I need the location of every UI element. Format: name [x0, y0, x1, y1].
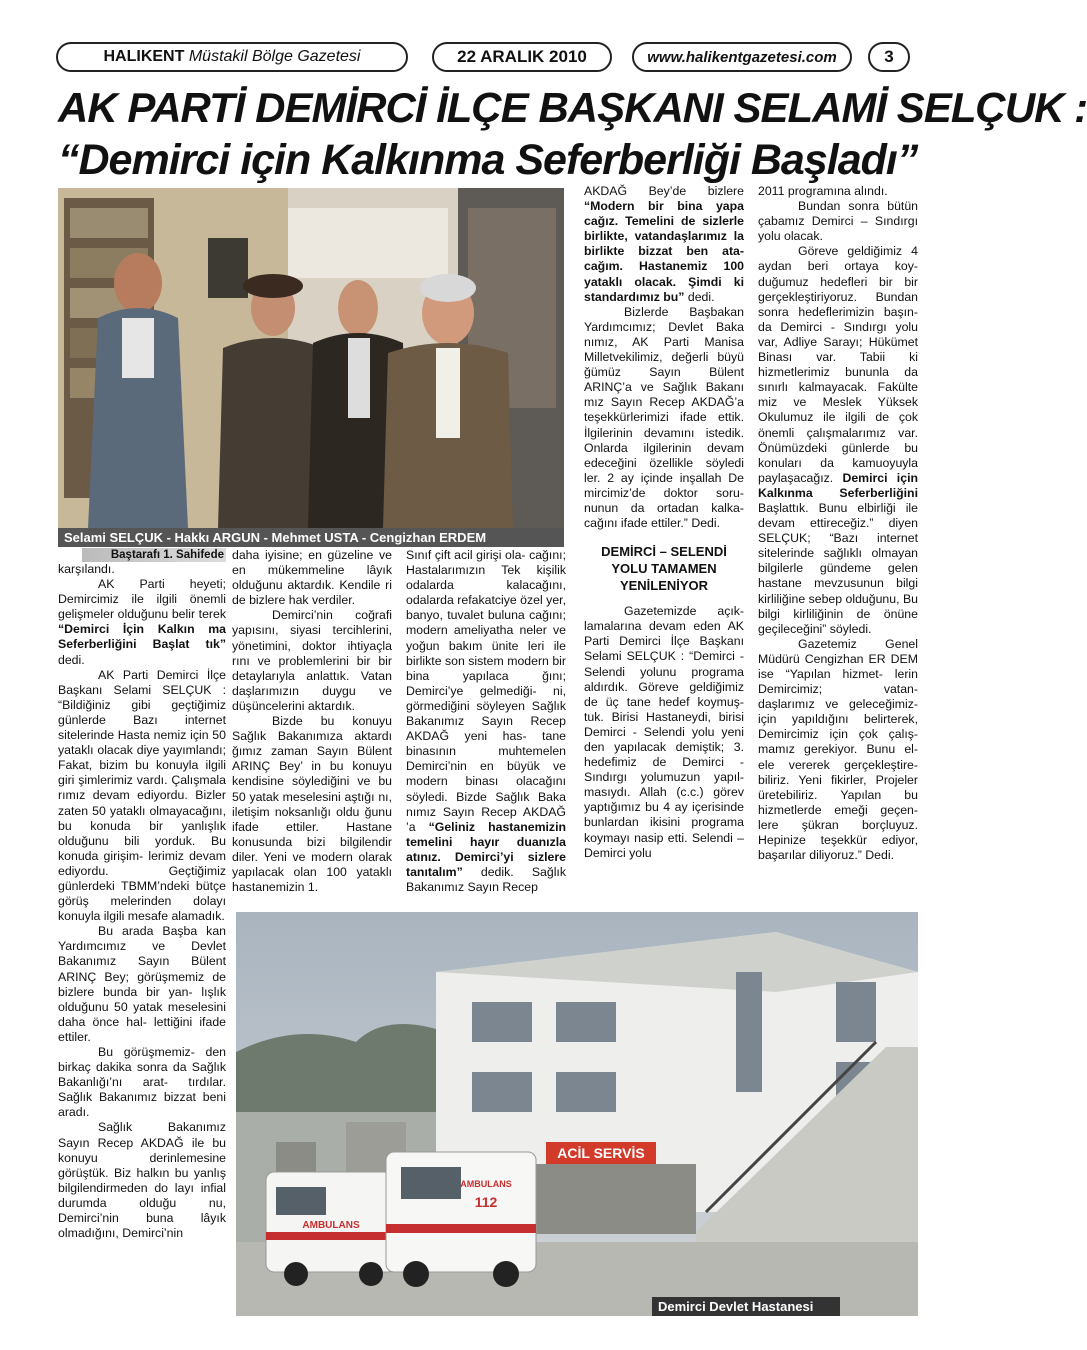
paragraph — [58, 577, 226, 668]
group-photo — [58, 188, 564, 528]
issue-date-text: 22 ARALIK 2010 — [457, 47, 587, 66]
emphasis-phrase: Demirci için Kalkınma Seferberliğini — [758, 470, 918, 500]
paragraph: Bu arada Başba kan Yardımcımız ve Devlet Bakanımız Sayın Bülent ARINÇ Bey; görüşmemiz de bizlere bunda bir yan- lışlık olduğunu 50 yatak meselesini daha önce hal- lettiğini ifade ettiler. — [58, 924, 226, 1044]
emphasis-quote: “Demirci İçin Kalkın ma Seferberliğini Başlat tık” — [58, 622, 226, 652]
paragraph: Sağlık Bakanımız Sayın Recep AKDAĞ ile bu konuyu derinlemesine görüştük. Biz halkın bu yanlış bilgilendirmeden do layı infial durumda olduğu nu, Demirci’nin buna lâyık olmadığını, Demirci’nin — [58, 1120, 226, 1241]
paragraph: Gazetemiz Genel Müdürü Cengizhan ER DEM ise “Yapılan hizmet- lerin Demircimiz; vatan- daşlarımız ve geleceğimiz- için yapıldığını belirterek, Demircimiz için çok çalış- mamız gerekiyor. Bunu el- ele vererek gerçekleştire- biliriz. Yeni fikirler, Projeler üretebiliriz. Yapılan bu hizmetlerde emeği geçen- lere şükran borçluyuz. Hepinize teşekkür ediyor, başarılar diliyoruz.” Dedi. — [758, 636, 918, 863]
paragraph: Bundan sonra bütün çabamız Demirci – Sındırgı yolu olacak. — [758, 199, 918, 244]
ambulance-left — [266, 1172, 396, 1286]
text-run: dedik. Sağlık Bakanımız Sayın Recep — [406, 864, 566, 895]
paragraph: AK Parti Demirci İlçe Başkanı Selami SELÇUK : “Bildiğiniz gibi geçtiğimiz günlerde Bazı internet sitelerinde Hasta nemiz için 50 yataklı olacak diye yayımlandı; Fakat, bizim bu konuyla ilgili giri şimlerimiz vardı. Çalışmala rımız devam ediyordu. Bizler zaten 50 yataklı olmayacağını, bu konuda bir yanlışlık olduğunu bili yorduk. Bu konuda girişim- lerimiz devam ediyordu. Geçtiğimiz günlerdeki TBMM’ndeki bütçe görüş melerinden dolayı konuyla ilgili mesafe alamadık. — [58, 667, 226, 924]
text-run: dedi. — [684, 289, 715, 304]
paragraph: 2011 programına alındı. — [758, 184, 888, 198]
article-column-3 — [406, 548, 566, 895]
article-column-1 — [58, 548, 226, 1241]
hospital-photo — [236, 912, 918, 1316]
paragraph: daha iyisine; en güzeline ve en mükemmeline lâyık olduğunu aktardık. Kendile ri de bizlere hak verdiler. — [232, 548, 392, 608]
text-run: AKDAĞ Bey’de bizlere — [584, 184, 744, 198]
headline-line-1: AK PARTİ DEMİRCİ İLÇE BAŞKANI SELAMİ SELÇUK : — [58, 84, 1087, 131]
text-run: Sınıf çift acil girişi ola- cağını; Hastalarımızın Tek kişilik odalarda kalacağını, odalarda refakatciye özel yer, banyo, tuvalet buluna cağını; modern ameliyatha neler ve yoğun bakım ünite leri ile birlikte son sistem modern bir bina yapılaca ğını; Demirci’ye gelmediği- ni, görmediğini söyleyen Sağlık Bakanımız Sayın Recep AKDAĞ yeni has- tane binasının muhtemelen Demirci’nin en büyük ve modern binası olacağını söyledi. Bizde Sağlık Baka nımız Sayın Recep AKDAĞ ’a — [406, 548, 566, 834]
paragraph: Demirci’nin coğrafi yapısını, siyasi tercihlerini, yönetimini, doktor ihtiyaçla rını ve problemlerini bir bir detaylarıyla anlattık. Vatan daşlarımızın duygu ve düşüncelerini aktardık. — [232, 608, 392, 713]
ambulance-right — [386, 1152, 536, 1287]
paragraph — [584, 184, 744, 305]
paragraph: Bu görüşmemiz- den birkaç dakika sonra da Sağlık Bakanlığı’nı arat- tırdılar. Sağlık Bakanımız bizzat beni aradı. — [58, 1045, 226, 1120]
emphasis-quote: “Geliniz hastanemizin temelini hayır duanızla atınız. Demirci’yi sizlere tanıtalım” — [406, 819, 566, 879]
website — [632, 42, 852, 72]
hospital-photo-caption: Demirci Devlet Hastanesi — [652, 1297, 840, 1316]
continued-from-label — [82, 548, 226, 562]
text-run: Göreve geldiğimiz 4 aydan beri ortaya koy- duğumuz hedefleri bir bir gerçekleştiriyoruz. Bundan sonra hedeflerimizin başın- da Demirci - Sındırgı yolu var, Adliye Sarayı; Hükümet Binası var. Tabii ki hizmetlerimiz bununla da sınırlı kalmayacak. Fakülte miz ve Meslek Yüksek Okulumuz ile ilgili de çok önemli çalışmalarımız var. Önümüzdeki günlerde bu konuları da kamuoyuyla paylaşacağız. — [758, 244, 918, 485]
paragraph: Gazetemizde açık- lamalarına devam eden AK Parti Demirci İlçe Başkanı Selami SELÇUK : “Demirci - Selendi yolunu programa aldırdık. Göreve geldiğimiz de üç tane hedef koymuş- tuk. Birisi Hastaneydi, birisi Demirci - Selendi yolu yeni den yapılacak demiştik; 3. hedefimiz de Demirci - Sındırgı yolumuzun yapıl- masıydı. Allah (c.c.) görev yaptığımız bu 4 ay içerisinde bunlardan ikisini programa koymayı nasip etti. Selendi – Demirci yolu — [584, 604, 744, 860]
text-run: Başlattık. Bunu elbirliği ile devam ettireceğiz.” diyen SELÇUK; “Bazı internet sitelerinde sağlıklı olmayan bilgilerle gündeme gelen hastane mevzusunun bilgi kirliliğine sebep olduğunu, Bu bilgi kirliliğinin de önüne geçileceğini” söyledi. — [758, 500, 918, 636]
page-number-text: 3 — [884, 47, 894, 66]
website-url: www.halikentgazetesi.com — [647, 48, 837, 66]
emphasis-quote: “Modern bir bina yapa cağız. Temelini de sizlerle birlikte, vatandaşlarımız la birlikte bizzat ben ata- cağım. Hastanemiz 100 yataklı olacak. Şimdi ki standardımız bu” — [584, 199, 744, 304]
section-subheading: DEMİRCİ – SELENDİ YOLU TAMAMEN YENİLENİYOR — [601, 544, 727, 594]
emergency-sign-text: ACİL SERVİS — [557, 1145, 645, 1161]
headline-line-2: “Demirci için Kalkınma Seferberliği Başladı” — [58, 136, 918, 184]
text-run: AK Parti heyeti; Demircimiz ile ilgili önemli gelişmeler olduğunu belir terek — [58, 577, 226, 622]
page-number — [868, 42, 910, 72]
masthead — [56, 42, 408, 72]
ambulance-number: 112 — [474, 1194, 498, 1210]
group-photo-caption: Selami SELÇUK - Hakkı ARGUN - Mehmet USTA - Cengizhan ERDEM — [58, 528, 564, 547]
paragraph: Bizde bu konuyu Sağlık Bakanımıza aktardı ğımız zaman Sayın Bülent ARINÇ Bey’ in bu konuyu kendisine söylediğini ve bu 50 yatak meselesini aştığı nı, iletişim noksanlığı oldu ğunu ifade ettiler. Hastane konusunda bizi bilgilendir diler. Yeni ve modern olarak yapılacak olan 100 yataklı hastanemizin 1. — [232, 714, 392, 895]
issue-date — [432, 42, 612, 72]
ambulance-label: AMBULANS — [460, 1179, 512, 1189]
paragraph: karşılandı. — [58, 562, 115, 576]
article-column-5 — [758, 184, 918, 863]
article-column-4 — [584, 184, 744, 861]
paragraph: Bizlerde Başbakan Yardımcımız; Devlet Baka nımız, AK Parti Manisa Milletvekilimiz, değerli büyü ğümüz Sayın Bülent ARINÇ’a ve Sağlık Bakanı mız Sayın Recep AKDAĞ’a teşekkürlerimizi ifade ettik. İlgilerinin devamını istedik. Onlarda ilgilerinin devam edeceğini özellikle söyledi ler. 2 ay içinde inşallah De mircimiz’de doktor soru- nunun da ortadan kalka- cağını ifade ettiler.” Dedi. — [584, 304, 744, 531]
text-run: dedi. — [58, 652, 85, 667]
paragraph — [406, 548, 566, 895]
ambulance-label: AMBULANS — [302, 1220, 360, 1231]
brand-subtitle: Müstakil Bölge Gazetesi — [188, 48, 361, 65]
paragraph — [758, 244, 918, 636]
article-column-2 — [232, 548, 392, 895]
hospital-photo-image — [236, 912, 918, 1316]
continued-from-text: Baştarafı 1. Sahifede — [110, 549, 224, 561]
group-photo-image — [58, 188, 564, 528]
brand-name: HALIKENT — [103, 48, 185, 65]
